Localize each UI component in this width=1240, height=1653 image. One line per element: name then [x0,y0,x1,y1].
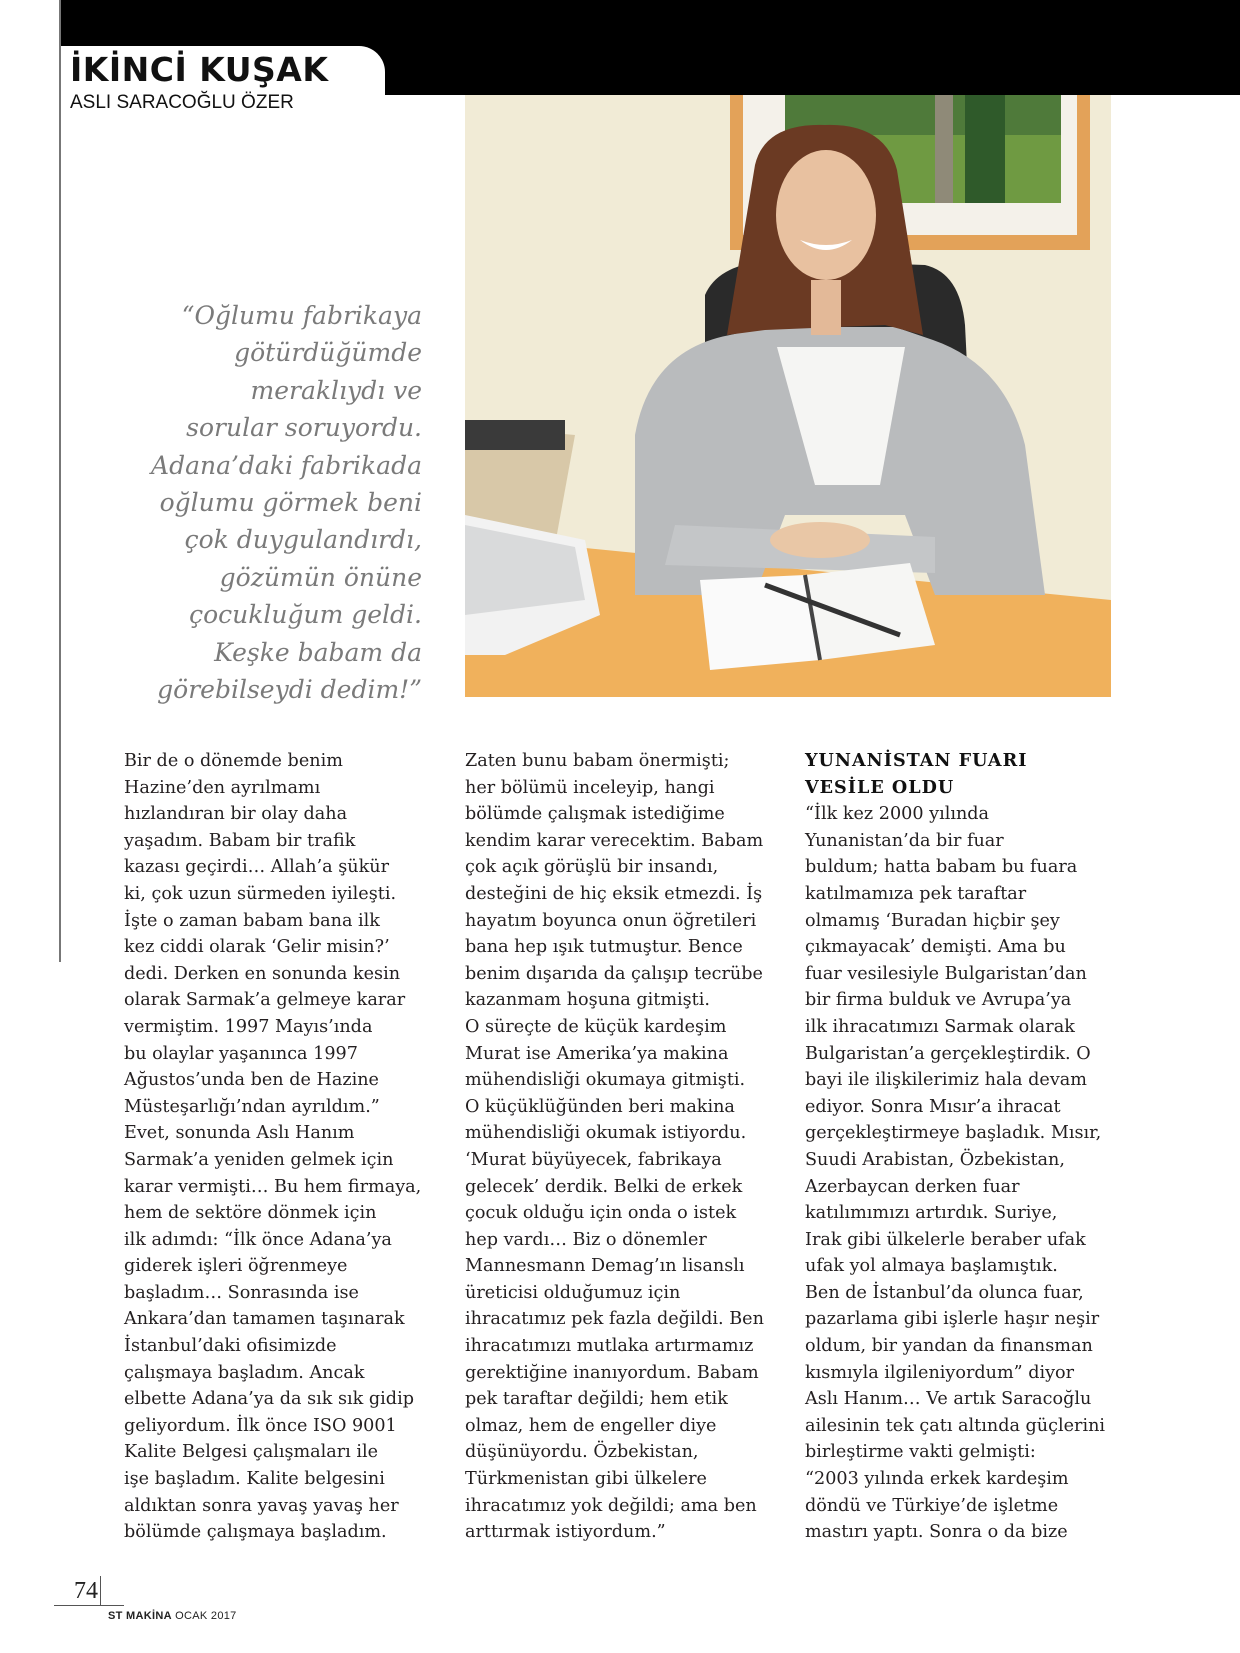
body-line: kazanmam hoşuna gitmişti. [465,990,710,1011]
body-line: ihracatımızı mutlaka artırmamız [465,1336,754,1357]
body-line: geliyordum. İlk önce ISO 9001 [124,1415,397,1436]
body-line: O küçüklüğünden beri makina [465,1096,735,1117]
body-line: Türkmenistan gibi ülkelere [465,1469,707,1490]
issue-date: OCAK 2017 [175,1610,237,1622]
body-line: ‘Murat büyüyecek, fabrikaya [465,1149,722,1170]
body-line: olmamış ‘Buradan hiçbir şey [805,910,1060,931]
body-line: ailesinin tek çatı altında güçlerini [805,1415,1106,1436]
body-line: olmaz, hem de engeller diye [465,1415,717,1436]
body-line: “2003 yılında erkek kardeşim [805,1469,1069,1490]
page-number-divider [100,1576,101,1606]
body-line: her bölümü inceleyip, hangi [465,777,715,798]
body-line: Azerbaycan derken fuar [805,1176,1020,1197]
body-line: Ağustos’unda ben de Hazine [124,1070,379,1091]
body-line: ihracatımız pek fazla değildi. Ben [465,1309,764,1330]
body-line: başladım… Sonrasında ise [124,1282,359,1303]
body-line: gerektiğine inanıyordum. Babam [465,1362,759,1383]
footer-rule [54,1605,124,1606]
body-line: üreticisi olduğumuz için [465,1282,681,1303]
body-line: gerçekleştirmeye başladık. Mısır, [805,1123,1102,1144]
body-line: işe başladım. Kalite belgesini [124,1469,385,1490]
body-line: bölümde çalışmaya başladım. [124,1522,387,1543]
body-line: Bulgaristan’a gerçekleştirdik. O [805,1043,1091,1064]
body-line: Bir de o dönemde benim [124,751,343,771]
quote-line: görebilseydi dedim!” [157,675,422,705]
body-line: Mannesmann Demag’ın lisanslı [465,1256,745,1277]
body-line: Sarmak’a yeniden gelmek için [124,1149,394,1170]
body-line: hayatım boyunca onun öğretileri [465,910,757,931]
body-line: bölümde çalışmak istediğime [465,804,725,825]
body-line: “İlk kez 2000 yılında [805,804,990,825]
body-line: ediyor. Sonra Mısır’a ihracat [805,1096,1061,1117]
body-line: elbette Adana’ya da sık sık gidip [124,1389,414,1410]
body-line: döndü ve Türkiye’de işletme [805,1495,1059,1516]
body-line: ilk adımdı: “İlk önce Adana’ya [124,1229,392,1250]
body-line: bir firma bulduk ve Avrupa’ya [805,990,1072,1011]
body-line: giderek işleri öğrenmeye [124,1256,348,1277]
body-line: ilk ihracatımızı Sarmak olarak [805,1016,1075,1037]
body-line: mastırı yaptı. Sonra o da bize [805,1522,1068,1543]
body-line: oldum, bir yandan da finansman [805,1336,1093,1357]
body-line: hep vardı… Biz o dönemler [465,1229,707,1250]
quote-line: sorular soruyordu. [186,413,422,443]
body-line: karar vermişti… Bu hem firmaya, [124,1176,422,1197]
body-line: aldıktan sonra yavaş yavaş her [124,1495,399,1516]
body-line: pek taraftar değildi; hem etik [465,1389,728,1410]
body-column-2 [465,748,785,1546]
body-line: kendim karar verecektim. Babam [465,830,764,851]
body-line: kazası geçirdi… Allah’a şükür [124,857,390,878]
body-line: katılımımızı artırdık. Suriye, [805,1203,1058,1224]
body-line: olarak Sarmak’a gelmeye karar [124,990,406,1011]
quote-line: götürdüğümde [234,338,422,368]
body-line: Evet, sonunda Aslı Hanım [124,1123,355,1144]
body-line: mühendisliği okumaya gitmişti. [465,1070,746,1091]
body-line: yaşadım. Babam bir trafik [124,830,356,851]
body-line: O süreçte de küçük kardeşim [465,1016,727,1037]
body-line: çıkmayacak’ demişti. Ama bu [805,937,1066,958]
body-line: ihracatımız yok değildi; ama ben [465,1495,757,1516]
left-margin-rule [59,0,61,962]
portrait-photo [465,95,1111,697]
body-line: İstanbul’daki ofisimizde [124,1336,337,1357]
magazine-name: ST MAKİNA [108,1610,172,1622]
body-line: Ben de İstanbul’da olunca fuar, [805,1282,1084,1303]
subheading-line: VESİLE OLDU [805,776,955,798]
body-line: Aslı Hanım… Ve artık Saracoğlu [805,1389,1092,1410]
body-line: desteğini de hiç eksik etmezdi. İş [465,883,763,904]
body-line: bu olaylar yaşanınca 1997 [124,1043,358,1064]
body-line: çalışmaya başladım. Ancak [124,1362,365,1383]
body-column-1 [124,748,444,1546]
body-column-3 [805,748,1125,1546]
body-line: Irak gibi ülkelerle beraber ufak [805,1229,1086,1250]
body-line: Ankara’dan tamamen taşınarak [124,1309,405,1330]
section-title: İKİNCİ KUŞAK [70,50,329,89]
body-line: dedi. Derken en sonunda kesin [124,963,401,984]
quote-line: oğlumu görmek beni [159,488,422,518]
body-line: mühendisliği okumak istiyordu. [465,1123,747,1144]
section-subheading [805,748,1125,801]
body-line: bana hep ışık tutmuştur. Bence [465,937,743,958]
quote-line: Adana’daki fabrikada [151,450,422,480]
body-line: Müsteşarlığı’ndan ayrıldım.” [124,1096,380,1117]
page-number: 74 [74,1578,98,1604]
body-line: çok açık görüşlü bir insandı, [465,857,719,878]
pull-quote [140,297,422,708]
quote-line: gözümün önüne [219,562,422,592]
body-line: benim dışarıda da çalışıp tecrübe [465,963,763,984]
body-line: Murat ise Amerika’ya makina [465,1043,729,1064]
body-line: kez ciddi olarak ‘Gelir misin?’ [124,937,390,958]
body-line: hızlandıran bir olay daha [124,804,348,825]
quote-line: Keşke babam da [214,637,422,667]
body-line: Kalite Belgesi çalışmaları ile [124,1442,379,1463]
body-line: pazarlama gibi işlerle haşır neşir [805,1309,1100,1330]
body-line: vermiştim. 1997 Mayıs’ında [124,1016,373,1037]
body-line: Yunanistan’da bir fuar [805,830,1004,851]
body-line: Suudi Arabistan, Özbekistan, [805,1149,1065,1170]
subheading-line: YUNANİSTAN FUARI [805,750,1028,771]
body-line: hem de sektöre dönmek için [124,1203,377,1224]
footer-magazine-info [108,1610,237,1622]
quote-line: çocukluğum geldi. [189,600,422,630]
body-line: düşünüyordu. Özbekistan, [465,1442,699,1463]
body-line: kısmıyla ilgileniyordum” diyor [805,1362,1075,1383]
body-line: katılmamıza pek taraftar [805,883,1027,904]
body-line: Zaten bunu babam önermişti; [465,751,730,771]
body-line: ki, çok uzun sürmeden iyileşti. [124,883,397,904]
author-name: ASLI SARACOĞLU ÖZER [70,92,294,113]
body-line: fuar vesilesiyle Bulgaristan’dan [805,963,1087,984]
body-line: buldum; hatta babam bu fuara [805,857,1078,878]
quote-line: meraklıydı ve [250,375,422,405]
body-line: İşte o zaman babam bana ilk [124,910,380,931]
body-line: birleştirme vakti gelmişti: [805,1442,1036,1463]
quote-line: çok duygulandırdı, [184,525,422,555]
body-line: çocuk olduğu için onda o istek [465,1203,737,1224]
body-line: arttırmak istiyordum.” [465,1522,666,1543]
body-line: gelecek’ derdik. Belki de erkek [465,1176,743,1197]
quote-line: “Oğlumu fabrikaya [181,301,422,330]
body-line: bayi ile ilişkilerimiz hala devam [805,1070,1087,1091]
body-line: ufak yol almaya başlamıştık. [805,1256,1058,1277]
body-line: Hazine’den ayrılmamı [124,777,321,798]
